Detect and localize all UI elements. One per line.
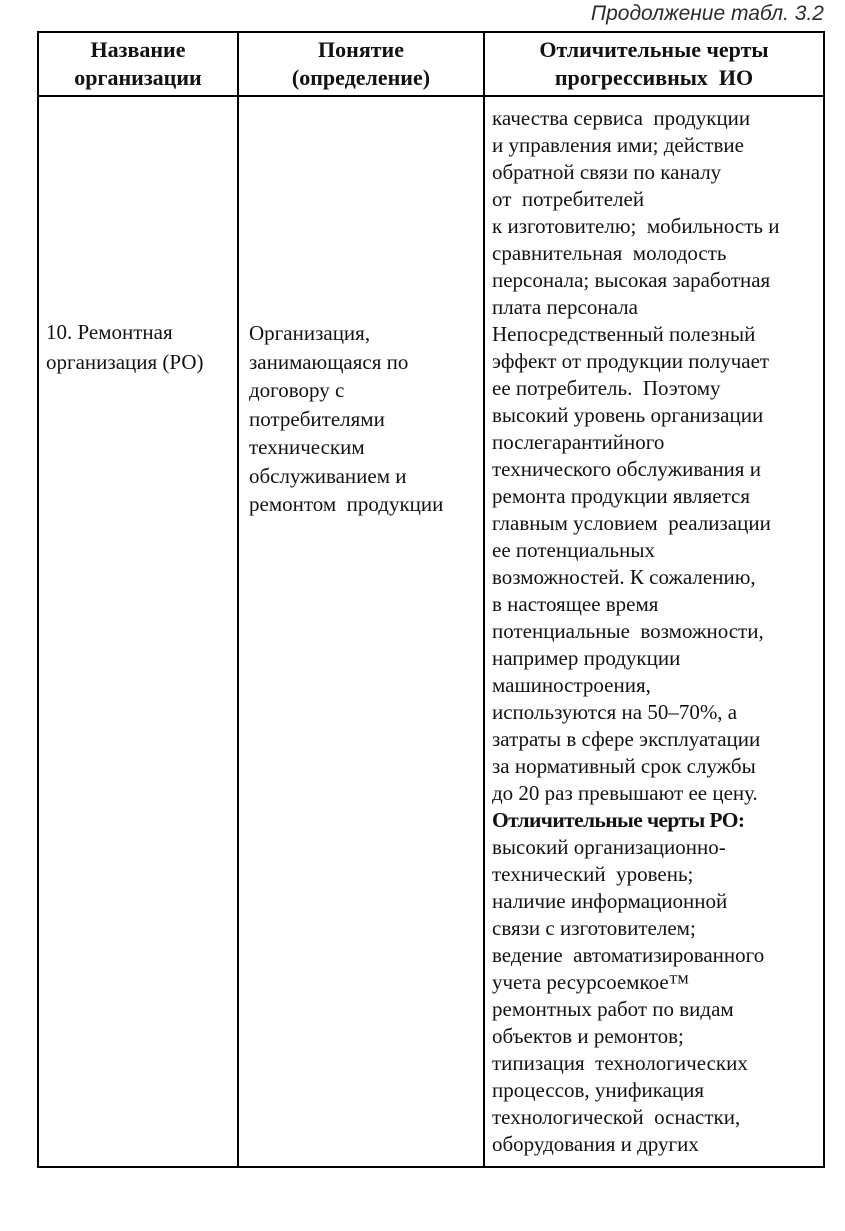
text-line: процессов, унификация [492, 1078, 705, 1102]
text-line: ведение автоматизированного [492, 943, 765, 967]
text-line: в настоящее время [492, 592, 659, 616]
text-line: обратной связи по каналу [492, 160, 722, 184]
text-line: техническим [249, 435, 365, 459]
text-line: Непосредственный полезный [492, 322, 756, 346]
text-line: главным условием реализации [492, 511, 771, 535]
text-line: договору с [249, 378, 345, 402]
text-line: Понятие [318, 37, 404, 62]
text-line: организации [74, 65, 202, 90]
text-line: учета ресурсоемкое™ [492, 970, 690, 994]
text-line: организация (РО) [46, 350, 204, 374]
text-line: оборудования и других [492, 1132, 699, 1156]
header-organization-name [38, 32, 238, 96]
text-line: ее потенциальных [492, 538, 655, 562]
text-line: технологической оснастки, [492, 1105, 741, 1129]
cell-organization-name [38, 96, 238, 1167]
table-row [38, 96, 824, 1167]
text-line: 10. Ремонтная [46, 320, 173, 344]
text-line: объектов и ремонтов; [492, 1024, 684, 1048]
text-line: качества сервиса продукции [492, 106, 751, 130]
text-line: от потребителей [492, 187, 645, 211]
text-line: за нормативный срок службы [492, 754, 756, 778]
text-line: машиностроения, [492, 673, 651, 697]
text-line: Отличительные черты РО: [492, 808, 745, 832]
text-line: занимающаяся по [249, 349, 409, 374]
table-header-row [38, 32, 824, 96]
text-line: сравнительная молодость [492, 241, 727, 265]
text-line: Название [90, 37, 186, 62]
text-line: затраты в сфере эксплуатации [492, 727, 761, 751]
text-line: технический уровень; [492, 862, 694, 886]
text-line: высокий организационно- [492, 835, 726, 859]
text-line: используются на 50–70%, а [492, 700, 738, 724]
text-line: ремонтных работ по видам [492, 997, 734, 1021]
text-line: потенциальные возможности, [492, 619, 764, 643]
text-line: и управления ими; действие [492, 133, 744, 157]
text-line: типизация технологических [492, 1051, 748, 1075]
cell-definition [238, 96, 484, 1167]
text-line: ремонта продукции является [492, 484, 751, 508]
text-line: персонала; высокая заработная [492, 268, 771, 292]
text-line: Отличительные черты [539, 37, 769, 62]
header-concept-definition [238, 32, 484, 96]
text-line: прогрессивных ИО [554, 65, 754, 90]
text-line: высокий уровень организации [492, 403, 764, 427]
text-line: ремонтом продукции [249, 492, 444, 516]
text-line: (определение) [291, 65, 431, 90]
text-line: Организация, [249, 321, 371, 345]
text-line: ее потребитель. Поэтому [492, 376, 721, 400]
text-line: обслуживанием и [249, 463, 407, 488]
cell-features [484, 96, 824, 1167]
text-line: до 20 раз превышают ее цену. [492, 781, 758, 805]
text-line: наличие информационной [492, 889, 728, 913]
text-line: к изготовителю; мобильность и [492, 214, 780, 238]
text-line: плата персонала [492, 295, 638, 319]
header-distinctive-features [484, 32, 824, 96]
text-line: послегарантийного [492, 430, 665, 454]
table-continuation-label: Продолжение табл. 3.2 [590, 2, 824, 25]
text-line: возможностей. К сожалению, [492, 565, 756, 589]
text-line: например продукции [492, 646, 681, 670]
organizations-table [37, 31, 825, 1168]
text-line: технического обслуживания и [492, 457, 761, 481]
text-line: связи с изготовителем; [492, 916, 696, 940]
text-line: эффект от продукции получает [492, 349, 770, 373]
text-line: потребителями [249, 406, 385, 431]
